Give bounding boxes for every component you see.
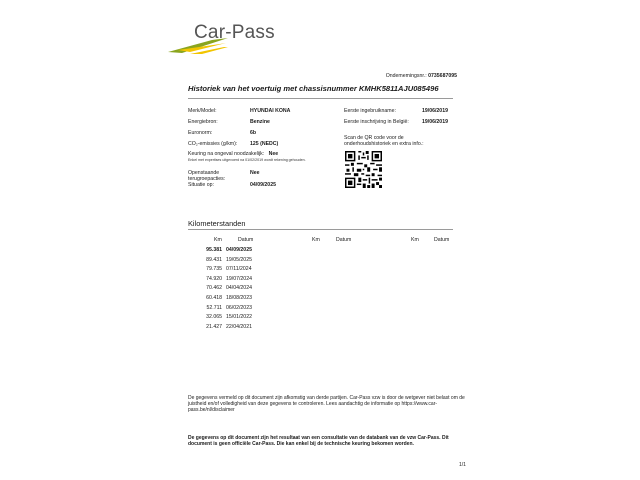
km-entry: 32.065 15/01/2022	[206, 314, 252, 321]
company-number-label: Ondememingsnr.:	[385, 73, 427, 79]
field-value: 19/06/2019	[422, 108, 448, 114]
situation-value: 04/09/2025	[250, 182, 276, 188]
field-value: Nee	[268, 151, 279, 157]
recalls-value: Nee	[250, 170, 260, 176]
km-entry: 52.711 06/02/2023	[206, 304, 252, 311]
date-header: Datum	[434, 237, 450, 243]
km-header: Km	[214, 237, 222, 243]
field-label: Energiebron:	[188, 119, 218, 125]
qr-code-icon[interactable]	[345, 151, 382, 188]
km-entry: 89.431 19/05/2025	[206, 256, 252, 263]
title-divider	[188, 98, 453, 99]
km-entry: 95.381 04/09/2025	[206, 247, 252, 253]
vehicle-row	[188, 119, 270, 125]
km-entry: 60.418 18/08/2023	[206, 295, 252, 301]
page-number: 1/1	[459, 462, 466, 468]
emergency-row	[188, 151, 278, 157]
km-divider	[188, 229, 453, 230]
date-header: Datum	[336, 237, 352, 243]
field-value: HYUNDAI KONA	[250, 108, 291, 114]
disclaimer-bold-text: De gegevens op dit document zijn het resultaat van een consultatie van de databank van de vzw Car-Pass. Dit document is geen officiële Car-Pass. Die kan enkel bij de technische keuring bekomen worden.	[188, 435, 449, 448]
vehicle-row	[188, 141, 279, 147]
field-value: 19/06/2019	[422, 119, 448, 125]
field-value: 125 (NEDC)	[250, 141, 279, 147]
logo-text: Car-Pass	[194, 22, 275, 43]
company-number-value: 0735687095	[428, 73, 457, 79]
km-entry: 70.462 04/04/2024	[206, 285, 252, 292]
company-number	[386, 73, 457, 79]
vehicle-row	[188, 108, 291, 114]
field-value: Benzine	[250, 119, 270, 125]
vehicle-row	[344, 119, 448, 125]
date-header: Datum	[238, 237, 254, 243]
field-label: Eerste ingebruikname:	[344, 108, 396, 114]
disclaimer-text: De gegevens vermeld op dit document zijn afkomstig van derde partijen. Car-Pass vzw is door de wetgever niet belast om de juistheid en/of volledigheid van deze gegevens te controleren. Lees aandachtig de informatie op https://www.car-pass.be/nl/disclaimer	[188, 395, 465, 414]
vehicle-row	[344, 108, 448, 114]
km-entry: 74.920 19/07/2024	[206, 275, 252, 282]
situation-label: Situatie op:	[188, 182, 214, 188]
vehicle-row	[188, 130, 257, 136]
km-header: Km	[312, 237, 320, 243]
field-label: Keuring na ongeval noodzakelijk:	[188, 151, 265, 157]
field-label: Eerste inschrijving in België:	[344, 119, 409, 125]
qr-instruction: Scan de QR code voor de onderhoudshistoriek en extra info.:	[344, 135, 424, 148]
recalls-label: Openstaande terugroepacties:	[188, 170, 226, 183]
emergency-note: Enkel met expertises uitgevoerd na 01/02/2019 wordt rekening gehouden.	[188, 158, 306, 162]
field-value: 6b	[250, 130, 257, 136]
km-section-title: Kilometerstanden	[188, 219, 246, 228]
km-entry: 79.735 07/11/2024	[206, 266, 252, 273]
page-title: Historiek van het voertuig met chassisnummer KMHK5811AJU085496	[188, 84, 439, 93]
field-label: CO₂-emissies (g/km):	[188, 141, 238, 147]
field-label: Merk/Model:	[188, 108, 217, 114]
km-entry: 21.427 22/04/2021	[206, 323, 252, 330]
car-pass-logo	[168, 22, 278, 56]
field-label: Euronorm:	[188, 130, 213, 136]
km-header: Km	[411, 237, 419, 243]
